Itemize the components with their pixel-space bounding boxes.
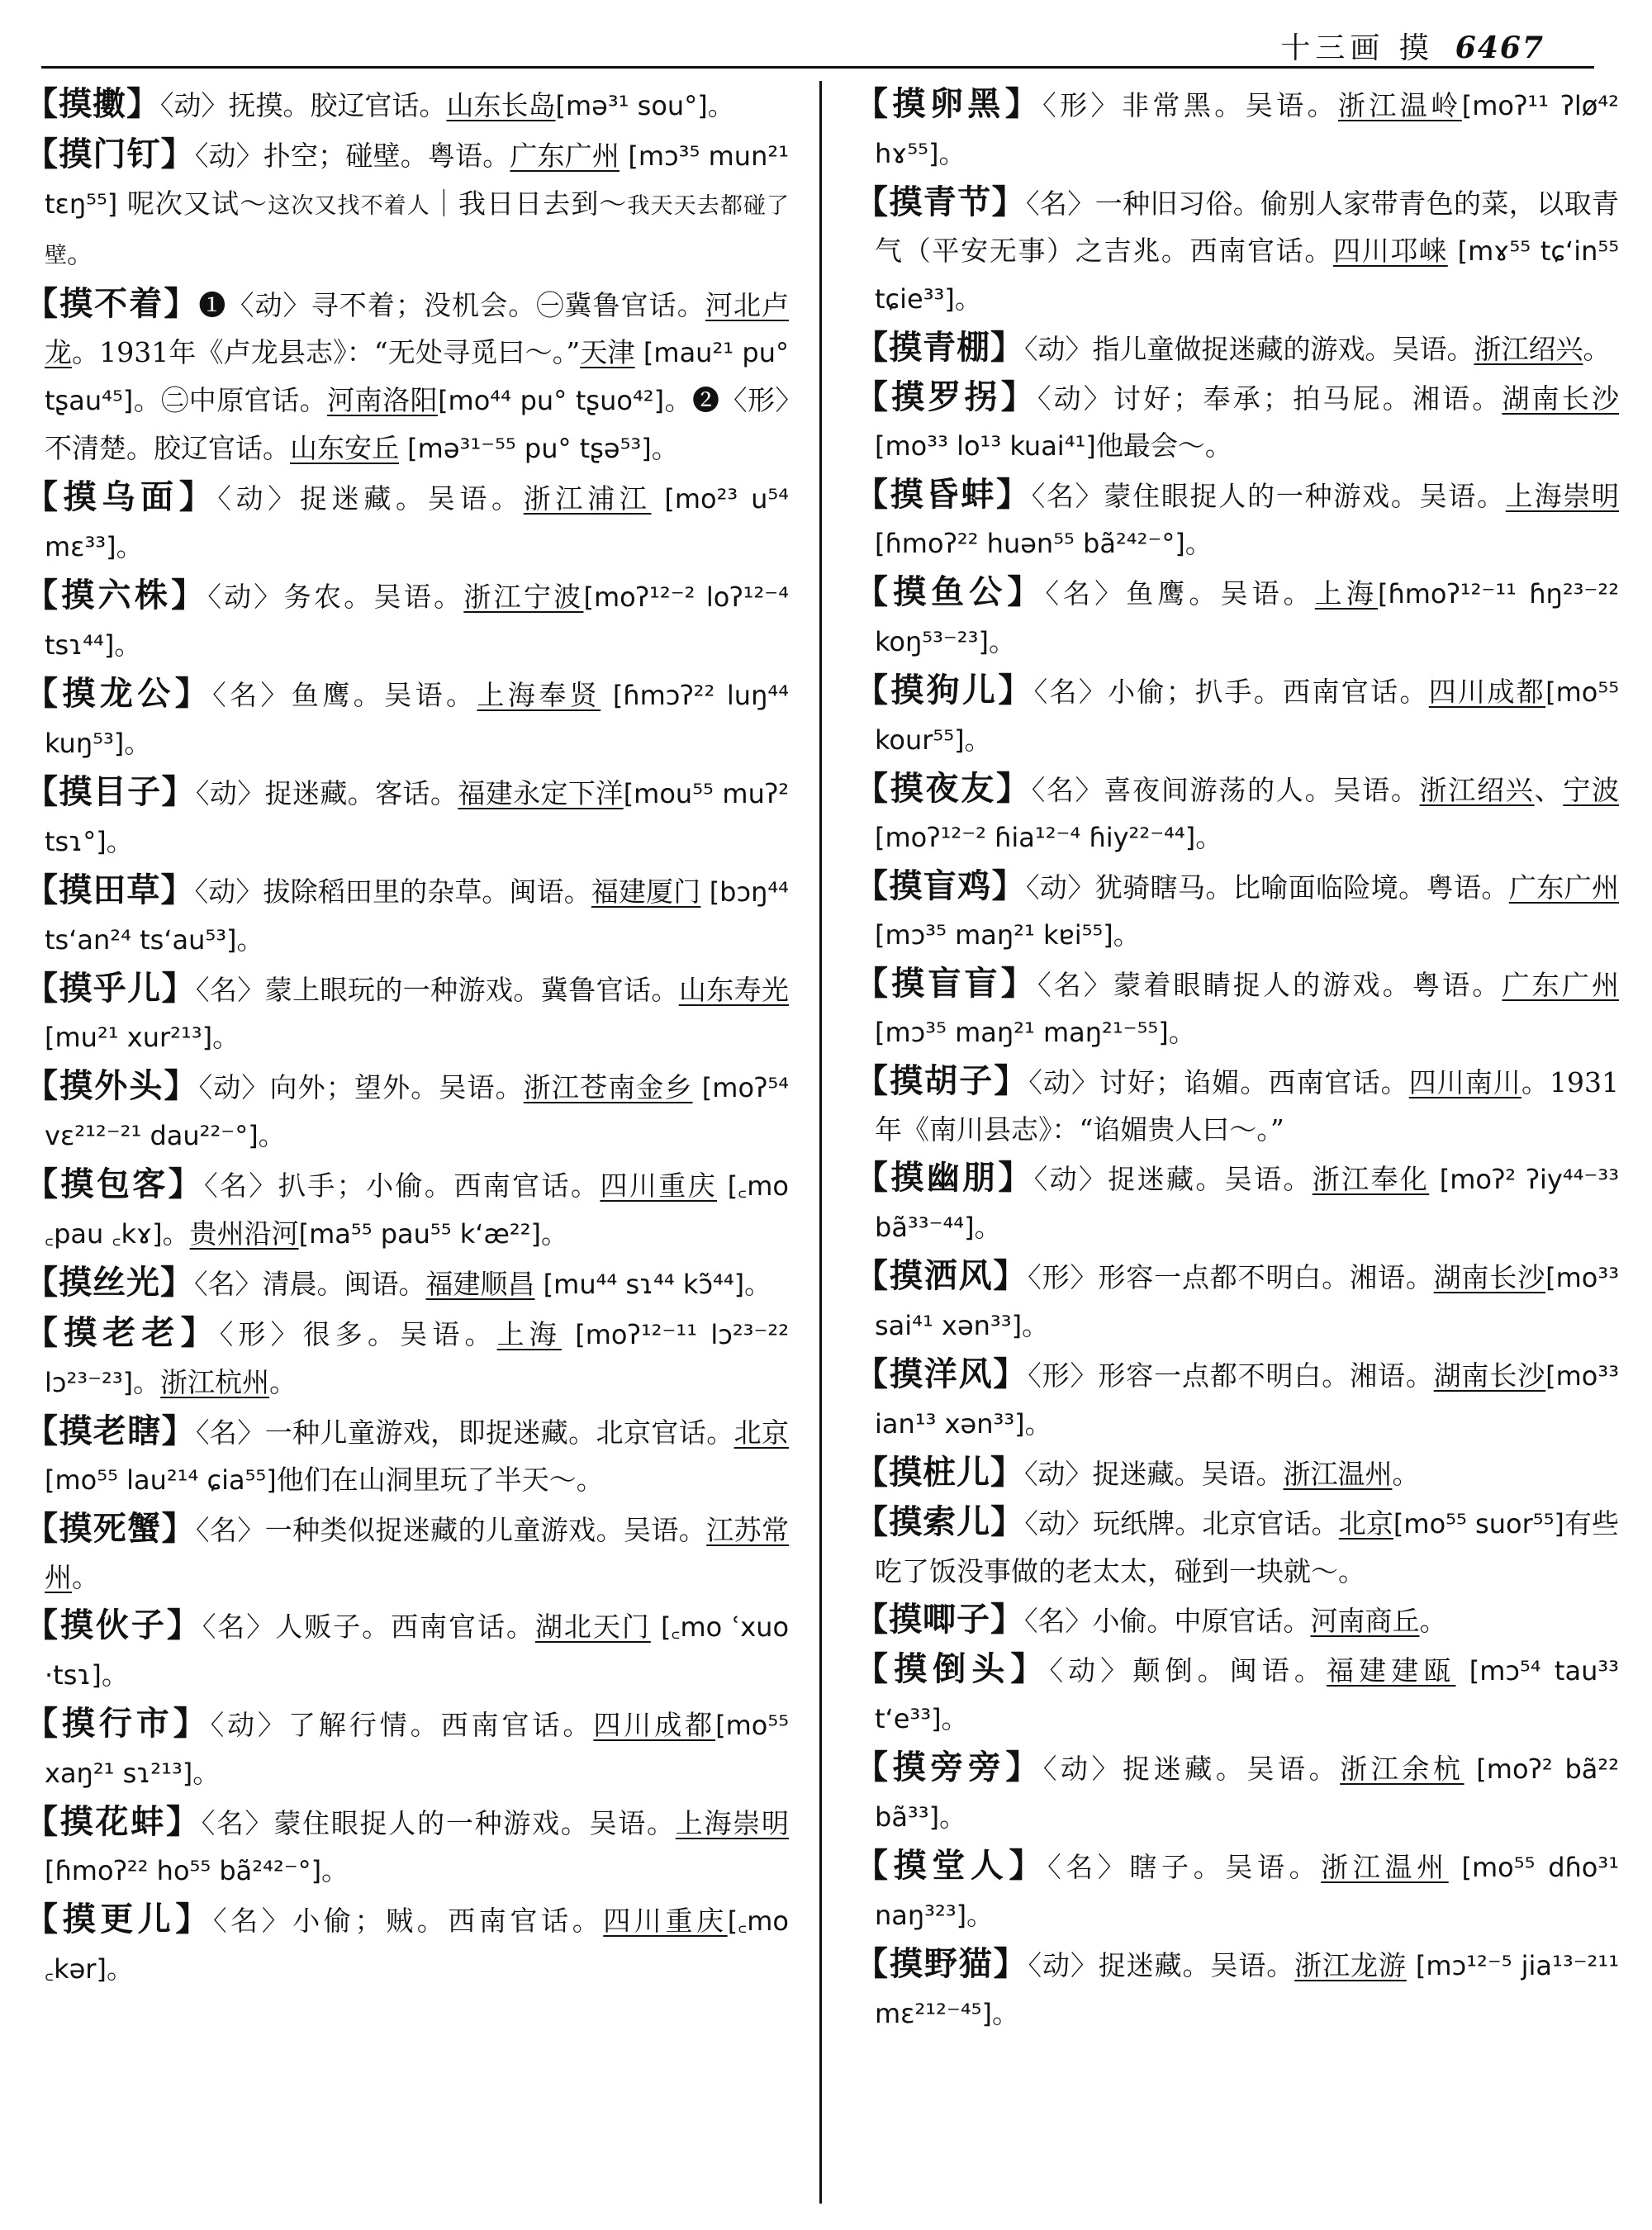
entry-headword: 【摸花蚌】 [25, 1803, 202, 1841]
example-gloss: 我天天去都碰了壁 [45, 193, 789, 268]
entry-text: 〈动〉了解行情。西南官话。 [210, 1709, 594, 1741]
entry-text: 〈名〉蒙着眼睛捉人的游戏。粤语。 [1037, 969, 1502, 1001]
entry-headword: 【摸洋风】 [855, 1355, 1028, 1393]
entry-text: 。 [67, 237, 94, 269]
dialect-location: 河南洛阳 [327, 384, 439, 416]
dictionary-entry [855, 179, 1619, 323]
pronunciation: [ɦmoʔ¹²⁻¹¹ ɦŋ²³⁻²² koŋ⁵³⁻²³] [875, 578, 1619, 657]
dialect-location: 宁波 [1563, 774, 1619, 806]
pronunciation: [mo⁵⁵ kour⁵⁵] [875, 676, 1619, 756]
entry-text: 。 [106, 1952, 134, 1985]
entry-text: 。 [1392, 1458, 1420, 1490]
entry-headword: 【摸卵黑】 [855, 85, 1043, 123]
dictionary-entry [25, 671, 789, 767]
dictionary-entry [855, 863, 1619, 959]
entry-text: 〈动〉犹骑瞎马。比喻面临险境。粤语。 [1026, 871, 1509, 904]
dialect-location: 湖北天门 [534, 1611, 651, 1643]
dialect-location: 福建永定下洋 [458, 777, 624, 809]
pronunciation: [bɔŋ⁴⁴ tsʻan²⁴ tsʻau⁵³] [45, 876, 789, 956]
pronunciation: [mɔ³⁵ maŋ²¹ kɐi⁵⁵] [875, 919, 1113, 951]
entry-text: 。 [991, 1997, 1019, 2029]
dictionary-entry [855, 961, 1619, 1056]
entry-text: 〈名〉蒙住眼捉人的一种游戏。吴语。 [201, 1807, 676, 1839]
pronunciation: [mo³³ ian¹³ xən³³] [875, 1360, 1619, 1440]
dialect-location: 广东广州 [1502, 969, 1619, 1001]
entry-text: 〈名〉小偷；贼。西南官话。 [213, 1905, 604, 1937]
entry-text: 〈名〉清晨。闽语。 [194, 1268, 426, 1300]
dictionary-entry [855, 374, 1619, 470]
pronunciation: [mo⁵⁵ dɦo³¹ naŋ³²³] [875, 1852, 1619, 1931]
dialect-location: 福建厦门 [591, 875, 701, 908]
entry-headword: 【摸索儿】 [855, 1503, 1025, 1541]
entry-text: 〈形〉形容一点都不明白。湘语。 [1028, 1359, 1434, 1392]
entry-text: 〈动〉讨好；谄媚。西南官话。 [1028, 1066, 1409, 1098]
entry-text: 〈动〉捉迷藏。吴语。 [1028, 1949, 1295, 1981]
dialect-location: 浙江奉化 [1312, 1163, 1430, 1195]
dialect-location: 广东广州 [510, 140, 620, 172]
dialect-location: 四川重庆 [603, 1905, 728, 1937]
pronunciation: [moʔ¹²⁻² ɦia¹²⁻⁴ ɦiy²²⁻⁴⁴] [875, 822, 1196, 853]
entry-headword: 【摸外头】 [25, 1067, 199, 1105]
dialect-location: 河南商丘 [1310, 1605, 1420, 1637]
dictionary-entry [855, 81, 1619, 178]
entry-text: 〈动〉抚摸。胶辽官话。 [160, 89, 447, 121]
dialect-location: 山东安丘 [290, 432, 399, 464]
entry-text: 〈动〉捉迷藏。吴语。 [1033, 1163, 1313, 1195]
entry-text: 。1931年《卢龙县志》：“无处寻觅曰～。” [72, 336, 581, 368]
dictionary-entry [25, 1408, 789, 1504]
entry-text: 。 [941, 1702, 969, 1734]
entry-headword: 【摸青棚】 [855, 329, 1024, 367]
pronunciation: [ɦmoʔ²² huən⁵⁵ bã²⁴²⁻°] [875, 528, 1185, 559]
entry-headword: 【摸野猫】 [855, 1945, 1028, 1983]
dictionary-entry [855, 1941, 1619, 2038]
entry-text: 呢次又试～ [117, 187, 268, 220]
entry-headword: 【摸丝光】 [25, 1264, 194, 1302]
entry-text: 〈名〉小偷。中原官话。 [1024, 1605, 1311, 1637]
pronunciation: [mou⁵⁵ muʔ² tsɿ°] [45, 778, 789, 857]
dictionary-entry [855, 472, 1619, 567]
pronunciation: [moʔ¹²⁻¹¹ lɔ²³⁻²² lɔ²³⁻²³] [45, 1319, 789, 1398]
entry-text: 〈动〉指儿童做捉迷藏的游戏。吴语。 [1024, 333, 1474, 365]
entry-text: 。 [1024, 1407, 1052, 1440]
entry-text: 。 [269, 1366, 297, 1398]
pronunciation: [moʔ² bã²² bã³³] [875, 1753, 1619, 1833]
entry-headword: 【摸鱼公】 [855, 573, 1046, 611]
entry-headword: 【摸昏蚌】 [855, 476, 1032, 514]
pronunciation: [mə³¹⁻⁵⁵ pu° tʂə⁵³] [399, 433, 652, 464]
dialect-location: 上海崇明 [1505, 480, 1619, 512]
dialect-location: 天津 [580, 336, 635, 368]
dialect-location: 浙江温岭 [1338, 89, 1462, 121]
entry-text: 。 [938, 137, 966, 169]
dictionary-entry [855, 325, 1619, 372]
pronunciation: [mo²³ u⁵⁴ mɛ³³] [45, 483, 789, 562]
entry-text: 。 [1419, 1605, 1447, 1637]
entry-text: 〈名〉一种旧习俗。偷别人家带青色的菜，以取青气（平安无事）之吉兆。西南官话。 [875, 187, 1619, 267]
dictionary-entry [855, 667, 1619, 764]
entry-text: 。 [124, 727, 152, 759]
dialect-location: 浙江温州 [1283, 1458, 1393, 1490]
dictionary-entry [25, 1161, 789, 1258]
dialect-location: 上海奉贤 [477, 679, 601, 711]
entry-text: 。 [101, 1658, 129, 1691]
dialect-location: 浙江浦江 [523, 482, 652, 515]
dictionary-entry [855, 1450, 1619, 1497]
entry-text: 。 [192, 1757, 221, 1789]
entry-headword: 【摸包客】 [25, 1165, 205, 1203]
entry-text: 。 [72, 1561, 99, 1593]
dictionary-entry [25, 572, 789, 669]
entry-text: 。 [744, 1268, 772, 1300]
pronunciation: [mɤ⁵⁵ tɕʻin⁵⁵ tɕie³³] [875, 235, 1619, 315]
entry-text: 、 [1534, 774, 1564, 806]
entry-text: ｜我日日去到～ [430, 187, 628, 220]
entry-text: 。1931年《南川县志》：“谄媚贵人曰～。” [875, 1066, 1619, 1146]
dictionary-entry [25, 1310, 789, 1407]
entry-text: 。 [954, 282, 982, 315]
entry-text: 〈动〉务农。吴语。 [207, 581, 464, 613]
entry-headword: 【摸更儿】 [25, 1900, 213, 1938]
dialect-location: 浙江绍兴 [1419, 774, 1535, 806]
dialect-location: 浙江余杭 [1340, 1753, 1464, 1785]
example-gloss: 这次又找不着人 [268, 193, 430, 219]
dictionary-entry [855, 1843, 1619, 1939]
entry-headword: 【摸狗儿】 [855, 671, 1034, 709]
pronunciation: [moʔ² ʔiy⁴⁴⁻³³ bã³³⁻⁴⁴] [875, 1164, 1619, 1243]
entry-text: 。 [651, 432, 679, 464]
dialect-location: 北京 [1338, 1507, 1393, 1540]
dictionary-entry [25, 81, 789, 130]
entry-headword: 【摸门钉】 [25, 135, 195, 173]
pronunciation: [mo⁴⁴ pu° tʂuo⁴²] [438, 385, 665, 416]
dialect-location: 山东寿光 [678, 974, 789, 1006]
dictionary-entry [25, 131, 789, 279]
entry-text: 〈动〉捉迷藏。吴语。 [217, 482, 524, 515]
entry-headword: 【摸老老】 [25, 1314, 220, 1352]
entry-text: 〈形〉非常黑。吴语。 [1042, 89, 1338, 121]
dialect-location: 山东长岛 [446, 89, 556, 121]
entry-text: 〈名〉人贩子。西南官话。 [202, 1611, 535, 1643]
entry-text: 〈名〉小偷；扒手。西南官话。 [1033, 676, 1429, 708]
entry-text: 〈形〉形容一点都不明白。湘语。 [1028, 1261, 1434, 1293]
entry-text: 〈动〉玩纸牌。北京官话。 [1024, 1507, 1339, 1540]
entry-text: 。 [988, 625, 1016, 657]
entry-text: 〈名〉鱼鹰。吴语。 [1045, 577, 1315, 610]
entry-headword: 【摸乌面】 [25, 478, 218, 516]
entry-headword: 【摸乎儿】 [25, 970, 197, 1008]
dialect-location: 四川成都 [593, 1709, 716, 1741]
entry-text: 。 [162, 1217, 190, 1250]
entry-headword: 【摸夜友】 [855, 770, 1032, 808]
entry-headword: 【摸青节】 [855, 183, 1027, 221]
dictionary-entry [855, 1744, 1619, 1841]
dialect-location: 广东广州 [1508, 871, 1619, 904]
entry-text: 。 [541, 1217, 568, 1250]
dialect-location: 浙江宁波 [463, 581, 584, 613]
dialect-location: 四川南川 [1408, 1066, 1521, 1098]
dialect-location: 上海 [496, 1318, 562, 1350]
entry-headword: 【摸唧子】 [855, 1601, 1024, 1639]
pronunciation: [mo⁵⁵ xaŋ²¹ sɿ²¹³] [45, 1710, 789, 1789]
dialect-location: 四川邛崃 [1333, 235, 1448, 267]
entry-headword: 【摸倒头】 [855, 1650, 1050, 1688]
dialect-location: 四川重庆 [600, 1170, 718, 1202]
entry-headword: 【摸罗拐】 [855, 378, 1037, 416]
dictionary-entry [855, 1499, 1619, 1595]
dictionary-entry [25, 1063, 789, 1160]
dialect-location: 浙江苍南金乡 [523, 1071, 693, 1103]
column-divider [819, 81, 822, 2204]
pronunciation: [꜀mo ꜀pau ꜀kɤ] [45, 1170, 789, 1250]
pronunciation: [mo⁵⁵ suor⁵⁵] [1393, 1508, 1564, 1540]
entry-text: 〈动〉捉迷藏。吴语。 [1024, 1458, 1284, 1490]
entry-text: 他们在山洞里玩了半天～。 [276, 1464, 604, 1496]
pronunciation: [mɔ⁵⁴ tau³³ tʻe³³] [875, 1655, 1619, 1734]
pronunciation: [mo⁵⁵ lau²¹⁴ ɕia⁵⁵] [45, 1464, 277, 1496]
dictionary-entry [25, 1602, 789, 1699]
dictionary-entry [855, 1351, 1619, 1448]
dictionary-entry [855, 569, 1619, 666]
entry-headword: 【摸旁旁】 [855, 1748, 1043, 1786]
entry-headword: 【摸龙公】 [25, 675, 213, 713]
entry-text: 。 [114, 629, 142, 661]
pronunciation: [mau²¹ pu° tʂau⁴⁵] [45, 337, 789, 416]
entry-text: 。 [1113, 918, 1141, 951]
entry-text: 。 [1195, 821, 1223, 853]
entry-headword: 【摸田草】 [25, 871, 195, 909]
dictionary-entry [25, 1701, 789, 1797]
entry-text: 。 [236, 923, 264, 956]
entry-text: 〈名〉喜夜间游荡的人。吴语。 [1031, 774, 1420, 806]
entry-text: 〈名〉蒙住眼捉人的一种游戏。吴语。 [1031, 480, 1506, 512]
entry-text: 。 [1184, 527, 1213, 559]
dialect-location: 上海崇明 [675, 1807, 789, 1839]
entry-text: 〈动〉颠倒。闽语。 [1049, 1654, 1327, 1687]
entry-headword: 【摸幽朋】 [855, 1159, 1034, 1197]
pronunciation: [ɦmɔʔ²² luŋ⁴⁴ kuŋ⁵³] [45, 680, 789, 759]
entry-text: 〈名〉蒙上眼玩的一种游戏。冀鲁官话。 [196, 974, 679, 1006]
dictionary-entry [25, 1799, 789, 1895]
entry-headword: 【摸胡子】 [855, 1062, 1029, 1100]
entry-text: 。 [106, 825, 134, 857]
entry-text: 。 [966, 1899, 995, 1931]
dictionary-entry [25, 769, 789, 866]
entry-headword: 【摸擻】 [25, 85, 160, 123]
entry-text: 。 [1583, 333, 1611, 365]
entry-text: 有些吃了饭没事做的老太太，碰到一块就～。 [875, 1507, 1619, 1587]
entry-text: ❶〈动〉寻不着；没机会。㊀冀鲁官话。 [198, 289, 705, 321]
dictionary-entry [25, 281, 789, 472]
entry-text: 。 [212, 1021, 240, 1053]
dictionary-entry [25, 474, 789, 571]
pronunciation: [mu²¹ xur²¹³] [45, 1022, 213, 1053]
entry-text: 〈名〉瞎子。吴语。 [1047, 1851, 1322, 1883]
entry-text: 〈名〉鱼鹰。吴语。 [212, 679, 477, 711]
entry-headword: 【摸洒风】 [855, 1257, 1028, 1295]
entry-headword: 【摸盲盲】 [855, 965, 1037, 1003]
pronunciation: [moʔ¹¹ ʔlø⁴² hɤ⁵⁵] [875, 90, 1619, 169]
pronunciation: [ma⁵⁵ pau⁵⁵ kʻæ²²] [298, 1218, 541, 1250]
entry-text: 。 [974, 1211, 1002, 1243]
dialect-location: 浙江杭州 [160, 1366, 270, 1398]
entry-text: 。 [258, 1119, 286, 1151]
entry-headword: 【摸行市】 [25, 1705, 211, 1743]
dictionary-entry [855, 1058, 1619, 1153]
pronunciation: [mɔ³⁵ mun²¹ tɛŋ⁵⁵] [45, 140, 789, 220]
dialect-location: 福建顺昌 [425, 1268, 535, 1300]
entry-text: 。 [116, 530, 144, 562]
entry-text: 。 [321, 1854, 349, 1886]
dictionary-entry [25, 1506, 789, 1601]
entry-headword: 【摸死蟹】 [25, 1510, 197, 1548]
dictionary-entry [855, 766, 1619, 861]
entry-text: 〈动〉扑空；碰壁。粤语。 [194, 140, 510, 172]
pronunciation: [mo³³ lo¹³ kuai⁴¹] [875, 430, 1096, 462]
entry-headword: 【摸盲鸡】 [855, 867, 1027, 905]
dialect-location: 北京 [733, 1416, 789, 1449]
entry-text: 〈动〉讨好；奉承；拍马屁。湘语。 [1037, 382, 1502, 415]
dictionary-entry [855, 1155, 1619, 1251]
dialect-location: 湖南长沙 [1502, 382, 1619, 415]
dialect-location: 上海 [1314, 577, 1378, 610]
entry-text: 。 [1022, 1309, 1050, 1341]
dialect-location: 浙江绍兴 [1474, 333, 1583, 365]
entry-text: 〈名〉一种儿童游戏，即捉迷藏。北京官话。 [196, 1416, 734, 1449]
section-title: 十三画 摸 [1280, 31, 1434, 65]
entry-headword: 【摸堂人】 [855, 1847, 1048, 1885]
page-header [41, 18, 1594, 69]
entry-text: 。 [939, 1801, 967, 1833]
entry-text: 。 [133, 1366, 161, 1398]
pronunciation: [moʔ¹²⁻² loʔ¹²⁻⁴ tsɿ⁴⁴] [45, 581, 789, 661]
entry-text: 。㊁中原官话。 [133, 384, 328, 416]
entry-headword: 【摸老瞎】 [25, 1412, 197, 1450]
entry-text: 。 [1168, 1016, 1196, 1048]
pronunciation: [꜀mo ꜀kər] [45, 1905, 789, 1985]
entry-text: 〈名〉一种类似捉迷藏的儿童游戏。吴语。 [196, 1514, 707, 1546]
entry-headword: 【摸桩儿】 [855, 1454, 1024, 1492]
dialect-location: 四川成都 [1428, 676, 1546, 708]
dialect-location: 河北卢龙 [45, 289, 789, 368]
pronunciation: [mɔ¹²⁻⁵ jia¹³⁻²¹¹ mɛ²¹²⁻⁴⁵] [875, 1950, 1619, 2029]
entry-text: 〈动〉捉迷藏。吴语。 [1042, 1753, 1341, 1785]
entry-text: 〈动〉拔除稻田里的杂草。闽语。 [194, 875, 591, 908]
entry-text: 〈动〉捉迷藏。客话。 [195, 777, 458, 809]
page-number: 6467 [1455, 31, 1545, 65]
right-column [855, 81, 1619, 2039]
pronunciation: [mɔ³⁵ maŋ²¹ maŋ²¹⁻⁵⁵] [875, 1017, 1169, 1048]
dictionary-entry [25, 1260, 789, 1308]
dictionary-entry [855, 1646, 1619, 1743]
entry-text: 。 [964, 724, 992, 756]
entry-headword: 【摸伙子】 [25, 1606, 202, 1644]
dictionary-entry [25, 867, 789, 964]
dialect-location: 湖南长沙 [1433, 1359, 1546, 1392]
left-column [25, 81, 789, 1995]
running-head [1280, 25, 1545, 67]
pronunciation: [꜀mo ʿxuo ·tsɿ] [45, 1611, 789, 1691]
entry-text: 他最会～。 [1095, 429, 1232, 462]
dictionary-entry [25, 966, 789, 1061]
entry-headword: 【摸目子】 [25, 773, 196, 811]
dialect-location: 浙江温州 [1321, 1851, 1449, 1883]
pronunciation: [mu⁴⁴ sɿ⁴⁴ kɔ̃⁴⁴] [534, 1269, 745, 1300]
dictionary-entry [25, 1896, 789, 1993]
entry-headword: 【摸不着】 [25, 285, 199, 323]
entry-text: 〈名〉扒手；小偷。西南官话。 [204, 1170, 601, 1202]
entry-text: 。❷〈形〉不清楚。胶辽官话。 [45, 384, 789, 464]
dialect-location: 福建建瓯 [1327, 1654, 1456, 1687]
dictionary-entry [855, 1597, 1619, 1644]
entry-text: 〈动〉向外；望外。吴语。 [198, 1071, 524, 1103]
dialect-location: 浙江龙游 [1294, 1949, 1407, 1981]
dialect-location: 湖南长沙 [1433, 1261, 1546, 1293]
pronunciation: [mə³¹ sou°]。 [555, 90, 734, 121]
entry-text: 〈形〉很多。吴语。 [219, 1318, 497, 1350]
dialect-location: 贵州沿河 [189, 1217, 299, 1250]
dialect-location: 江苏常州 [45, 1514, 789, 1593]
entry-headword: 【摸六株】 [25, 576, 208, 614]
pronunciation: [moʔ⁵⁴ vɛ²¹²⁻²¹ dau²²⁻°] [45, 1072, 789, 1151]
pronunciation: [ɦmoʔ²² ho⁵⁵ bã²⁴²⁻°] [45, 1855, 322, 1886]
pronunciation: [mo³³ sai⁴¹ xən³³] [875, 1262, 1619, 1341]
dictionary-entry [855, 1253, 1619, 1350]
